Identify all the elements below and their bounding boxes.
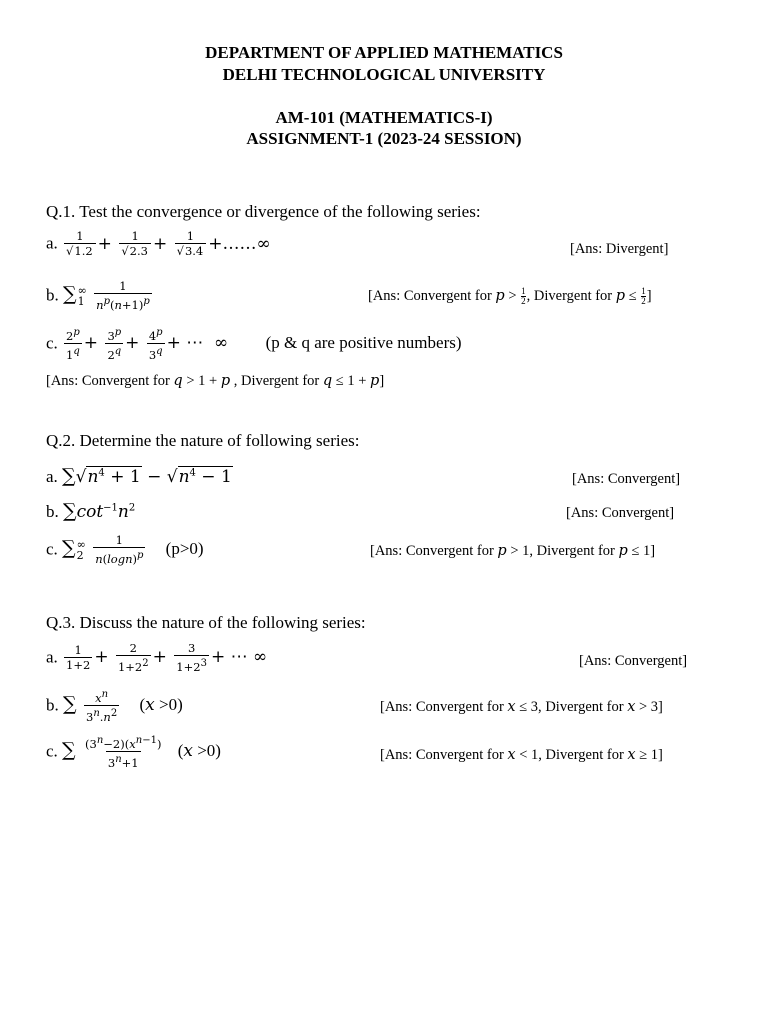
q2-a-series: [46, 465, 233, 487]
q3-heading: Q.3. Discuss the nature of the following series:: [46, 613, 366, 632]
q1-c-series: [46, 326, 462, 362]
q1-b-series: [46, 280, 154, 312]
q3-b-formula: ∑ $\frac{x^n}{3^n.n^2}$: [63, 689, 118, 724]
q3-b-label: b.: [46, 695, 59, 715]
q1-a-formula: $\frac{1}{√1.2}$ + $\frac{1}{√2.3}$ + $\frac{1}{√3.4}$ +……∞: [66, 229, 271, 258]
q2-a-formula: $\sum√n^4 + 1 - √n^4 - 1$: [62, 465, 232, 487]
q2-c-note: (p>0): [165, 539, 204, 559]
q3-b-answer: [Ans: Convergent for x ≤ 3, Divergent for x > 3]: [380, 699, 663, 715]
q1-a-answer: [Ans: Divergent]: [570, 241, 669, 257]
q3-c-label: c.: [46, 741, 58, 761]
q1-b-answer: [Ans: Convergent for p > $\frac{1}{2}$ , Divergent for p ≤ $\frac{1}{2}$ ]: [368, 286, 652, 306]
q1-b-formula: ∑ ∞ 1 $\frac{1}{n^p(n+1)^p}$: [63, 279, 150, 312]
assignment-title: ASSIGNMENT-1 (2023-24 SESSION): [246, 129, 522, 148]
q3-b-note: (x >0): [139, 695, 183, 716]
q2-b-label: b.: [46, 502, 59, 521]
q3-a-label: a.: [46, 647, 58, 667]
q3-c-answer: [Ans: Convergent for x < 1, Divergent for x ≥ 1]: [380, 747, 663, 763]
q1-b-label: b.: [46, 285, 59, 305]
q3-b-series: [46, 688, 183, 724]
q3-a-answer: [Ans: Convergent]: [579, 653, 688, 669]
q2-a-answer: [Ans: Convergent]: [572, 471, 681, 487]
q3-c-formula: ∑ $\frac{(3^n-2)(x^{n-1})}{3^n+1}$: [62, 735, 162, 770]
q3-c-note: (x >0): [177, 741, 221, 762]
q2-heading: Q.2. Determine the nature of following series:: [46, 431, 360, 450]
q2-b-series: [46, 500, 135, 522]
q1-c-label: c.: [46, 333, 58, 353]
q3-a-series: [46, 642, 267, 674]
q1-a-series: [46, 230, 271, 258]
university-title: DELHI TECHNOLOGICAL UNIVERSITY: [222, 65, 546, 84]
department-title: DEPARTMENT OF APPLIED MATHEMATICS: [205, 43, 563, 62]
q2-b-formula: $\sum\cot^{-1}n^2$: [63, 500, 136, 522]
q1-heading: Q.1. Test the convergence or divergence of the following series:: [46, 202, 481, 221]
q2-c-answer: [Ans: Convergent for p > 1, Divergent for p ≤ 1]: [370, 543, 656, 559]
q3-a-formula: $\frac{1}{1+2}$ + $\frac{2}{1+2^2}$ + $\frac{3}{1+2^3}$ + ⋯ ∞: [66, 641, 268, 674]
q2-a-label: a.: [46, 467, 58, 486]
q1-a-label: a.: [46, 233, 58, 253]
q1-c-note: (p & q are positive numbers): [265, 333, 462, 353]
q1-c-formula: $\frac{2^p}{1^q}$ + $\frac{3^p}{2^q}$ + $\frac{4^p}{3^q}$ + ⋯ ∞: [66, 327, 234, 362]
course-title: AM-101 (MATHEMATICS-I): [275, 108, 493, 127]
q2-b-answer: [Ans: Convergent]: [566, 505, 675, 521]
q2-c-series: [46, 534, 204, 566]
q2-c-formula: ∑ ∞ 2 $\frac{1}{n(\log n)^p}$: [62, 533, 144, 566]
q3-c-series: [46, 734, 221, 770]
q2-c-label: c.: [46, 539, 58, 559]
q1-c-answer: [Ans: Convergent for q > 1 + p , Divergent for q ≤ 1 + p]: [46, 373, 385, 389]
